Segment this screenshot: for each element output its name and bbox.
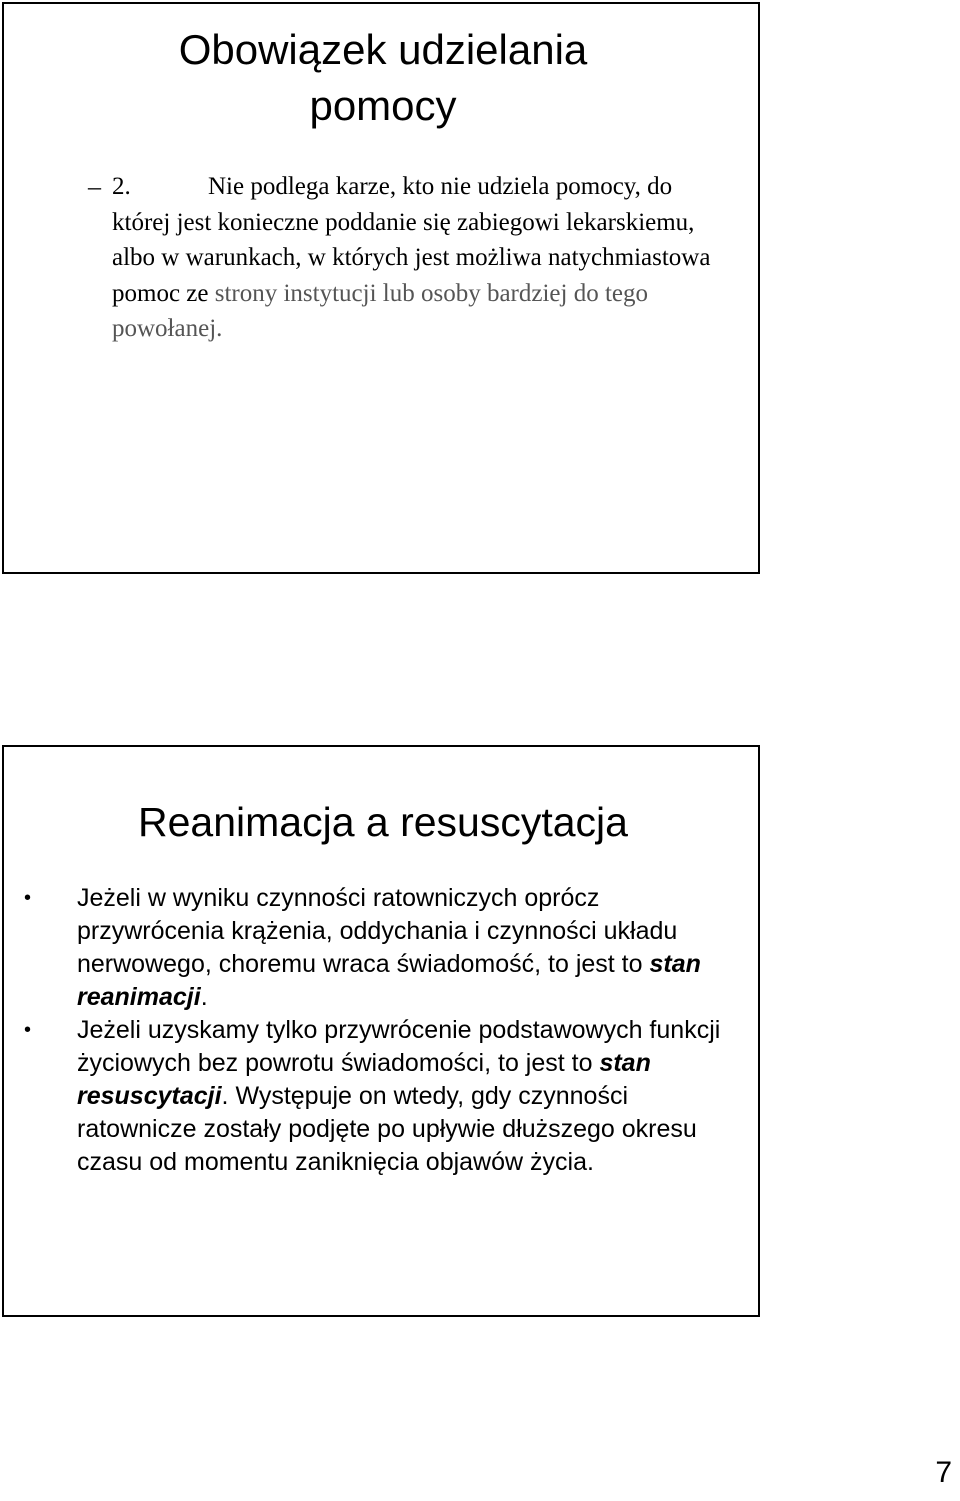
bullet-text: Jeżeli uzyskamy tylko przywrócenie podstawowych funkcji życiowych bez powrotu świadomości, to jest to bbox=[77, 1016, 721, 1077]
slide-title-line: Obowiązek udzielania bbox=[178, 26, 588, 73]
slide-title-line: pomocy bbox=[309, 82, 457, 129]
dash-marker: – bbox=[88, 172, 101, 201]
list-item bbox=[24, 882, 724, 1014]
page-number: 7 bbox=[935, 1456, 952, 1489]
bullet-emphasis: stan resuscytacji bbox=[77, 1049, 651, 1110]
paragraph-text: Nie podlega karze, kto nie udziela pomocy, do której jest konieczne poddanie się zabiegowi lekarskiemu, albo w warunkach, w których jest możliwa natychmiastowa pomoc ze bbox=[112, 173, 711, 307]
bullet-list bbox=[24, 882, 724, 1179]
bullet-icon: • bbox=[24, 887, 32, 909]
bullet-text-end: . Występuje on wtedy, gdy czynności ratownicze zostały podjęte po upływie dłuższego okresu czasu od momentu zaniknięcia objawów życia. bbox=[77, 1082, 697, 1176]
paragraph-number: 2. bbox=[112, 173, 131, 200]
paragraph-text-continued: strony instytucji lub osoby bardziej do tego powołanej. bbox=[112, 279, 649, 342]
bullet-text: Jeżeli w wyniku czynności ratowniczych oprócz przywrócenia krążenia, oddychania i czynności układu nerwowego, choremu wraca świadomość, to jest to bbox=[77, 884, 678, 978]
slide-title bbox=[4, 22, 762, 134]
bullet-text-end: . bbox=[200, 983, 208, 1011]
slide-title: Reanimacja a resuscytacja bbox=[138, 799, 628, 845]
slide-reanimacja-a-resuscytacja bbox=[2, 745, 760, 1317]
bullet-icon: • bbox=[24, 1019, 32, 1041]
law-paragraph bbox=[112, 169, 712, 347]
slide-obowiazek-udzielania-pomocy bbox=[2, 2, 760, 574]
bullet-emphasis: stan reanimacji bbox=[77, 950, 701, 1011]
list-item bbox=[24, 1014, 724, 1179]
